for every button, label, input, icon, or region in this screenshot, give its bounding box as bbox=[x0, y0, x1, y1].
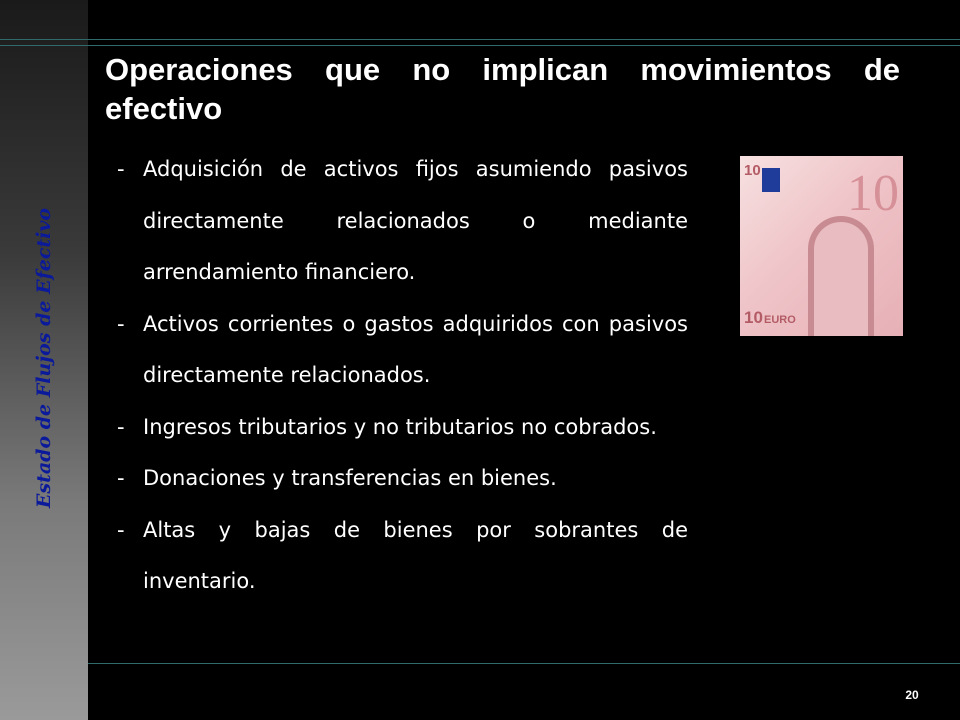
bullet-text: Ingresos tributarios y no tributarios no cobrados. bbox=[143, 414, 657, 439]
sidebar-title: Estado de Flujos de Efectivo bbox=[33, 207, 55, 509]
bullet-item bbox=[117, 453, 688, 505]
bullet-item bbox=[117, 505, 688, 608]
bullet-marker: - bbox=[117, 157, 125, 181]
bullet-text: Donaciones y transferencias en bienes. bbox=[143, 466, 557, 490]
bullet-text: Adquisición de activos fijos asumiendo pasivos directamente relacionados o mediante arrendamiento financiero. bbox=[143, 157, 688, 284]
bullet-marker: - bbox=[117, 414, 125, 439]
eu-flag-icon bbox=[762, 168, 780, 192]
arch-illustration bbox=[808, 216, 874, 336]
bullet-item bbox=[117, 402, 688, 454]
euro-banknote-image bbox=[740, 156, 903, 336]
bullet-text: Altas y bajas de bienes por sobrantes de inventario. bbox=[143, 517, 688, 593]
banknote-small-number: 10 bbox=[744, 162, 761, 179]
top-rule bbox=[0, 39, 960, 40]
page-title: Operaciones que no implican movimientos de efectivo bbox=[105, 52, 900, 126]
bullet-marker: - bbox=[117, 517, 125, 542]
page-number: 20 bbox=[905, 688, 919, 702]
banknote-big-number: 10 bbox=[847, 165, 899, 222]
bullet-marker: - bbox=[117, 466, 125, 490]
bullet-item bbox=[117, 299, 688, 402]
bullet-text: Activos corrientes o gastos adquiridos con pasivos directamente relacionados. bbox=[143, 311, 688, 387]
top-rule-secondary bbox=[0, 45, 960, 46]
bullet-marker: - bbox=[117, 311, 125, 336]
sidebar bbox=[0, 0, 88, 720]
bottom-rule bbox=[88, 663, 960, 664]
bullet-list bbox=[117, 144, 688, 608]
bullet-item bbox=[117, 144, 688, 299]
banknote-euro-text: EURO bbox=[764, 314, 796, 326]
banknote-bottom-number: 10 bbox=[744, 308, 763, 327]
